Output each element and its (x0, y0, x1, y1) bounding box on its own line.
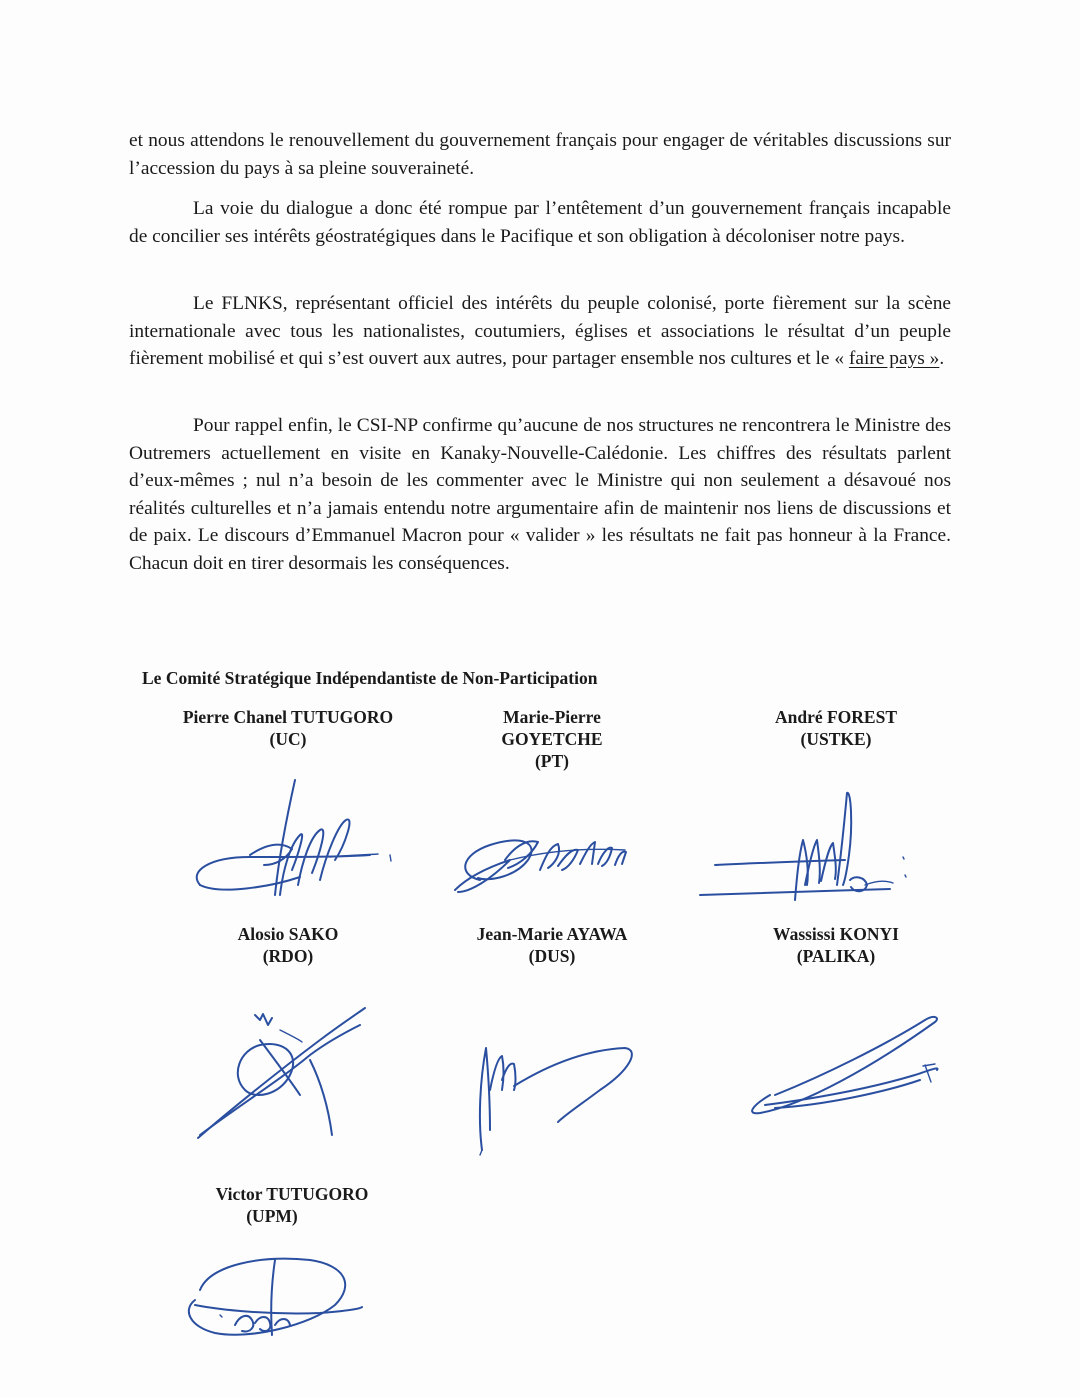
committee-title: Le Comité Stratégique Indépendantiste de Non-Participation (142, 668, 598, 688)
signatory-party: (RDO) (262, 946, 314, 966)
signature-alosio-sako (190, 1000, 375, 1145)
paragraph-3 (129, 290, 951, 373)
paragraph-3-end: . (939, 348, 945, 369)
signatory-party: (UPM) (246, 1206, 298, 1226)
paragraph-3-text: Le FLNKS, représentant officiel des intérêts du peuple colonisé, porte fièrement sur la scène internationale avec tous les nationalistes, coutumiers, églises et associations le résultat d’un peuple fièrement mobilisé et qui s’est ouvert aux autres, pour partager ensemble nos cultures et le « (129, 293, 951, 369)
signature-andre-forest (695, 785, 910, 910)
signatory-name: Jean-Marie AYAWA (476, 924, 628, 944)
signatory-alosio-sako (238, 923, 339, 967)
signatory-name: Victor TUTUGORO (215, 1184, 369, 1204)
signature-marie-pierre-goyetche (450, 820, 635, 900)
signatory-party: (PALIKA) (796, 946, 876, 966)
signatory-name: Wassissi KONYI (773, 924, 899, 944)
signatory-party: (USTKE) (800, 729, 872, 749)
signatory-marie-pierre-goyetche (501, 706, 602, 772)
signature-jean-marie-ayawa (470, 1030, 645, 1160)
signatory-name: Alosio SAKO (237, 924, 339, 944)
signatory-wassissi-konyi (773, 923, 899, 967)
signatory-victor-tutugoro (216, 1183, 369, 1227)
signatory-jean-marie-ayawa (477, 923, 628, 967)
faire-pays-link[interactable]: faire pays » (848, 348, 940, 369)
signatory-andre-forest (775, 706, 897, 750)
signatory-name: André FOREST (774, 707, 898, 727)
paragraph-1: et nous attendons le renouvellement du gouvernement français pour engager de véritables discussions sur l’accession du pays à sa pleine souveraineté. (129, 130, 951, 179)
signatory-name: Pierre Chanel TUTUGORO (182, 707, 394, 727)
signature-pierre-chanel-tutugoro (180, 775, 400, 910)
signatory-name-line2: GOYETCHE (501, 729, 603, 749)
signature-wassissi-konyi (745, 1010, 945, 1120)
signature-victor-tutugoro (180, 1245, 370, 1350)
signatory-party: (PT) (534, 751, 570, 771)
signatory-pierre-chanel-tutugoro (183, 706, 393, 750)
paragraph-2: La voie du dialogue a donc été rompue par l’entêtement d’un gouvernement français incapable de concilier ses intérêts géostratégiques dans le Pacifique et son obligation à décoloniser notre pays. (129, 198, 951, 247)
signatory-party: (UC) (269, 729, 307, 749)
signatory-name-line1: Marie-Pierre (503, 707, 601, 727)
signatory-party: (DUS) (528, 946, 576, 966)
paragraph-4: Pour rappel enfin, le CSI-NP confirme qu’aucune de nos structures ne rencontrera le Ministre des Outremers actuellement en visite en Kanaky-Nouvelle-Calédonie. Les chiffres des résultats parlent d’eux-mêmes ; nul n’a besoin de les commenter avec le Ministre qui non seulement a désavoué nos réalités culturelles et n’a jamais entendu notre argumentaire afin de maintenir nos liens de discussions et de paix. Le discours d’Emmanuel Macron pour « valider » les résultats ne fait pas honneur à la France. Chacun doit en tirer desormais les conséquences. (129, 415, 951, 574)
